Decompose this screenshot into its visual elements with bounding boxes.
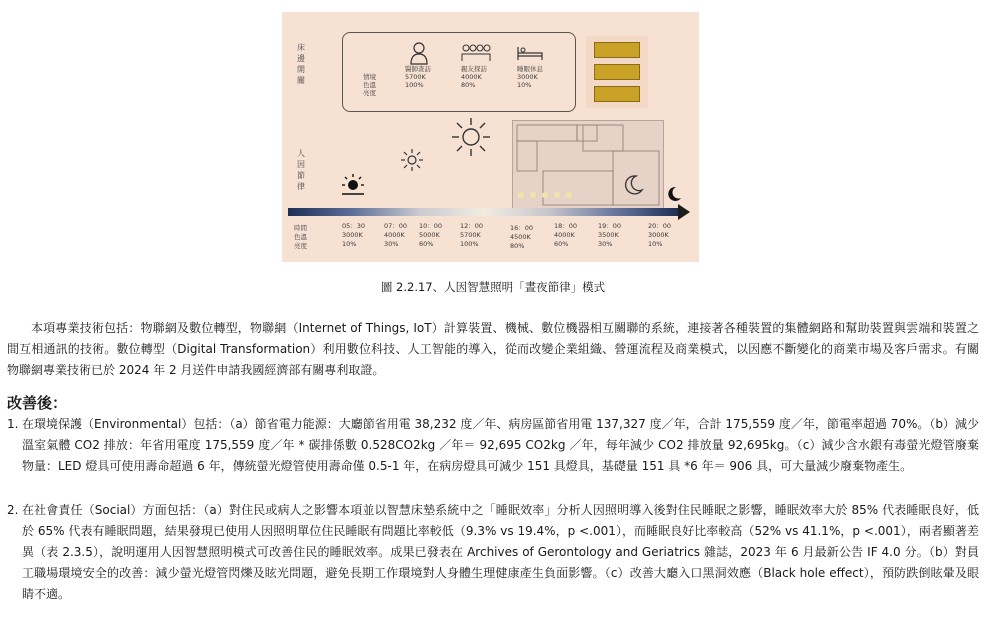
list-item-text: 在環境保護（Environmental）包括：（a）節省電力能源：大廳節省用電 38,232 度／年、病房區節省用電 137,327 度／年，合計 175,559 度／年，節電率超過 70%。（b）減少溫室氣體 CO2 排放：年省用電度 175,559 度／年 * 碳排係數 0.528CO2kg ／年＝ 92,695 CO2kg ／年，每年減少 CO2 排放量 92,695kg。（c）減少含水銀有毒螢光燈管廢棄物量：LED 燈具可使用壽命超過 6 年，傳統螢光燈管使用壽命僅 0.5-1 年，在病房燈具可減少 151 具燈具，基礎量 151 具 *6 年＝ 906 具，可大量減少廢棄物產生。 — [22, 417, 979, 473]
circadian-lighting-figure — [282, 12, 699, 262]
timeline-bright: 80% — [510, 242, 525, 250]
timeline-bright: 60% — [419, 240, 434, 248]
panel-row-label: 亮度 — [363, 89, 376, 97]
wall-switch-photo — [586, 36, 648, 108]
timeline-time: 05：30 — [342, 222, 366, 230]
scene-bright: 10% — [517, 81, 532, 89]
timeline-time: 20：00 — [648, 222, 672, 230]
scene-bright: 80% — [461, 81, 476, 89]
list-item-text: 在社會責任（Social）方面包括：（a）對住民或病人之影響本項並以智慧床墊系統中之「睡眠效率」分析人因照明導入後對住民睡眠之影響，睡眠效率大於 85% 代表睡眠良好，低於 65% 代表有睡眠問題，結果發現已使用人因照明單位住民睡眠有問題比率較低（9.3% vs 19.4%，p <.001），而睡眠良好比率較高（52% vs 41.1%，p <.001），兩者顯著差異（表 2.3.5），說明運用人因智慧照明模式可改善住民的睡眠效率。成果已發表在 Archives of Gerontology and Geriatrics 雜誌，2023 年 6 月最新公告 IF 4.0 分。（b）對員工職場環境安全的改善：減少螢光燈管閃爍及眩光問題，避免長期工作環境對人身體生理健康產生負面影響。（c）改善大廳入口黑洞效應（Black hole effect），預防跌倒眩暈及眼睛不適。 — [22, 503, 979, 601]
timeline-bright: 100% — [460, 240, 479, 248]
day-timeline-bar — [288, 208, 678, 216]
list-item — [7, 500, 979, 605]
intro-paragraph: 本項專業技術包括：物聯網及數位轉型，物聯網（Internet of Things, IoT）計算裝置、機械、數位機器相互關聯的系統，連接著各種裝置的集體網路和幫助裝置與雲端和裝置之間互相通訊的技術。數位轉型（Digital Transformation）利用數位科技、人工智能的導入，從而改變企業組織、營運流程及商業模式，以因應不斷變化的商業市場及客戶需求。有關物聯網專業技術已於 2024 年 2 月送件申請我國經濟部有關專利取證。 — [7, 321, 979, 377]
timeline-temp: 4000K — [554, 231, 575, 239]
moon-icon — [622, 174, 644, 196]
timeline-bright: 30% — [384, 240, 399, 248]
list-item-number: 2. — [7, 503, 19, 517]
timeline-time: 12：00 — [460, 222, 484, 230]
timeline-row-label: 色溫 — [294, 233, 307, 241]
bedside-switch-label: 床邊開關 — [297, 43, 305, 85]
human-rhythm-label: 人因節律 — [297, 149, 305, 191]
list-item-number: 1. — [7, 417, 19, 431]
timeline-bright: 30% — [598, 240, 613, 248]
scene-temp: 5700K — [405, 73, 426, 81]
timeline-temp: 3000K — [342, 231, 363, 239]
bed-icon — [517, 45, 543, 61]
timeline-time: 19：00 — [598, 222, 622, 230]
timeline-temp: 5000K — [419, 231, 440, 239]
bedside-scene-panel — [342, 32, 576, 112]
night-moon-icon — [666, 186, 682, 202]
doctor-icon — [409, 41, 429, 65]
timeline-temp: 3000K — [648, 231, 669, 239]
scene-temp: 4000K — [461, 73, 482, 81]
timeline-time: 07：00 — [384, 222, 408, 230]
scene-name: 親友探訪 — [461, 65, 487, 73]
timeline-bright: 10% — [342, 240, 357, 248]
timeline-row-label: 亮度 — [294, 242, 307, 250]
scene-temp: 3000K — [517, 73, 538, 81]
scene-name: 睡眠休息 — [517, 65, 543, 73]
noon-sun-icon — [450, 116, 492, 158]
list-item — [7, 414, 979, 477]
timeline-temp: 4000K — [384, 231, 405, 239]
switch-button — [594, 42, 640, 58]
timeline-time: 10：00 — [419, 222, 443, 230]
scene-bright: 100% — [405, 81, 424, 89]
panel-row-label: 色溫 — [363, 81, 376, 89]
timeline-bright: 10% — [648, 240, 663, 248]
timeline-time: 16：00 — [510, 224, 534, 232]
switch-button — [594, 86, 640, 102]
switch-button — [594, 64, 640, 80]
visitors-icon — [461, 43, 491, 63]
scene-name: 醫師查訪 — [405, 65, 431, 73]
panel-row-label: 情境 — [363, 73, 376, 81]
ward-floor-plan — [512, 120, 664, 210]
section-heading: 改善後： — [7, 394, 68, 412]
timeline-arrow — [678, 204, 690, 220]
timeline-bright: 60% — [554, 240, 569, 248]
sunrise-icon — [340, 172, 366, 198]
timeline-temp: 4500K — [510, 233, 531, 241]
timeline-time: 18：00 — [554, 222, 578, 230]
timeline-row-label: 時間 — [294, 224, 307, 232]
figure-caption: 圖 2.2.17、人因智慧照明「晝夜節律」模式 — [380, 280, 606, 294]
timeline-temp: 3500K — [598, 231, 619, 239]
timeline-temp: 5700K — [460, 231, 481, 239]
morning-sun-icon — [400, 148, 424, 172]
